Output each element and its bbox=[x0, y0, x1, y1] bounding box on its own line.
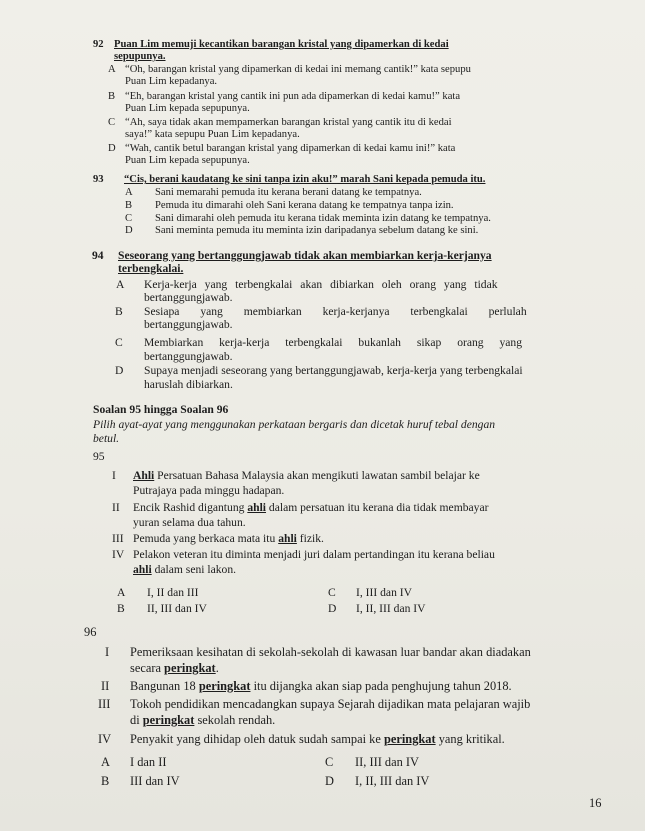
q95-statement-iv-line1: Pelakon veteran itu diminta menjadi juri dalam pertandingan itu kerana beliau bbox=[133, 548, 495, 561]
q96-statement-i-label: I bbox=[105, 645, 110, 659]
q96-statement-iii-pre: di bbox=[130, 713, 143, 727]
q95-option-c-text: I, III dan IV bbox=[356, 586, 413, 599]
q95-number: 95 bbox=[93, 450, 105, 463]
q95-option-c-label[interactable]: C bbox=[328, 586, 336, 599]
q95-keyword-ahli: ahli bbox=[133, 563, 152, 576]
q93-option-a-text: Sani memarahi pemuda itu kerana berani datang ke tempatnya. bbox=[155, 187, 422, 198]
q96-keyword-peringkat: peringkat bbox=[198, 679, 251, 693]
q93-option-b-label[interactable]: B bbox=[125, 200, 133, 211]
q95-statement-iii-pre: Pemuda yang berkaca mata itu bbox=[133, 532, 279, 545]
q96-statement-i-line2 bbox=[130, 662, 219, 676]
q94-option-c-line1: Membiarkan kerja-kerja terbengkalai bukanlah sikap orang yang bbox=[144, 336, 523, 349]
q94-option-d-line1: Supaya menjadi seseorang yang bertanggungjawab, kerja-kerja yang terbengkalai bbox=[144, 364, 523, 377]
q96-statement-iii-post: sekolah rendah. bbox=[194, 713, 276, 727]
q95-option-d-text: I, II, III dan IV bbox=[356, 602, 426, 615]
q94-option-c-line2: bertanggungjawab. bbox=[144, 350, 233, 363]
q94-option-d-line2: haruslah dibiarkan. bbox=[144, 378, 233, 391]
q96-statement-iv-label: IV bbox=[98, 732, 112, 746]
q96-statement-iii-label: III bbox=[98, 697, 111, 711]
q95-option-b-text: II, III dan IV bbox=[147, 602, 207, 615]
q96-statement-ii-line1 bbox=[130, 680, 512, 694]
q95-keyword-ahli: ahli bbox=[278, 532, 297, 545]
q96-statement-ii-label: II bbox=[101, 679, 110, 693]
q92-option-a-line1: “Oh, barangan kristal yang dipamerkan di kedai ini memang cantik!” kata sepupu bbox=[125, 64, 471, 75]
q95-statement-ii-pre: Encik Rashid digantung bbox=[133, 501, 248, 514]
q96-statement-iii-line1: Tokoh pendidikan mencadangkan supaya Sejarah dijadikan mata pelajaran wajib bbox=[130, 697, 531, 711]
q93-option-d-text: Sani meminta pemuda itu meminta izin daripadanya sebelum datang ke sini. bbox=[155, 225, 479, 236]
q96-statement-ii-pre: Bangunan 18 bbox=[130, 679, 199, 693]
q95-statement-iii-post: fizik. bbox=[296, 532, 324, 545]
q93-option-c-text: Sani dimarahi oleh pemuda itu kerana tidak meminta izin datang ke tempatnya. bbox=[155, 213, 491, 224]
q92-option-d-label[interactable]: D bbox=[108, 143, 116, 154]
q95-statement-iii-line1 bbox=[133, 533, 324, 546]
q94-option-a-line2: bertanggungjawab. bbox=[144, 291, 233, 304]
q93-stem: “Cis, berani kaudatang ke sini tanpa izin aku!” marah Sani kepada pemuda itu. bbox=[124, 174, 486, 185]
q94-option-a-line1: Kerja-kerja yang terbengkalai akan dibiarkan oleh orang yang tidak bbox=[144, 278, 498, 291]
q95-statement-iv-line2 bbox=[133, 564, 236, 577]
q96-option-d-label[interactable]: D bbox=[325, 774, 334, 788]
q96-option-a-text: I dan II bbox=[130, 755, 167, 769]
q92-option-c-line1: “Ah, saya tidak akan mempamerkan barangan kristal yang cantik itu di kedai bbox=[125, 117, 452, 128]
section-instruction-line1: Pilih ayat-ayat yang menggunakan perkataan bergaris dan dicetak huruf tebal dengan bbox=[93, 418, 496, 431]
q92-option-c-line2: saya!” kata sepupu Puan Lim kepadanya. bbox=[125, 129, 300, 140]
q96-option-d-text: I, II, III dan IV bbox=[355, 774, 430, 788]
q92-option-d-line2: Puan Lim kepada sepupunya. bbox=[125, 155, 250, 166]
q96-option-c-label[interactable]: C bbox=[325, 755, 334, 769]
q96-option-b-text: III dan IV bbox=[130, 774, 180, 788]
q93-number: 93 bbox=[93, 174, 104, 185]
q96-statement-i-post: . bbox=[215, 661, 219, 675]
q94-stem-line2: terbengkalai. bbox=[118, 262, 184, 275]
q95-statement-ii-label: II bbox=[112, 501, 120, 514]
q95-statement-i-line1 bbox=[133, 470, 480, 483]
q93-option-b-text: Pemuda itu dimarahi oleh Sani kerana datang ke tempatnya tanpa izin. bbox=[155, 200, 454, 211]
page-number: 16 bbox=[589, 796, 602, 810]
q96-statement-i-line1: Pemeriksaan kesihatan di sekolah-sekolah di kawasan luar bandar akan diadakan bbox=[130, 645, 531, 659]
q94-option-a-label[interactable]: A bbox=[116, 278, 125, 291]
q93-option-c-label[interactable]: C bbox=[125, 213, 133, 224]
q96-keyword-peringkat: peringkat bbox=[164, 661, 216, 675]
q92-option-a-label[interactable]: A bbox=[108, 64, 116, 75]
q92-stem-line1: Puan Lim memuji kecantikan barangan kristal yang dipamerkan di kedai bbox=[114, 39, 449, 50]
q95-statement-ii-post: dalam persatuan itu kerana dia tidak membayar bbox=[266, 501, 489, 514]
q95-option-b-label[interactable]: B bbox=[117, 602, 125, 615]
q94-number: 94 bbox=[92, 249, 104, 262]
q94-option-c-label[interactable]: C bbox=[115, 336, 123, 349]
q92-option-c-label[interactable]: C bbox=[108, 117, 116, 128]
q96-keyword-peringkat: peringkat bbox=[383, 732, 436, 746]
q95-statement-iii-label: III bbox=[112, 532, 124, 545]
section-instruction-line2: betul. bbox=[93, 432, 120, 445]
q96-option-c-text: II, III dan IV bbox=[355, 755, 419, 769]
q95-statement-i-line2: Putrajaya pada minggu hadapan. bbox=[133, 484, 285, 497]
q94-stem-line1: Seseorang yang bertanggungjawab tidak akan membiarkan kerja-kerjanya bbox=[118, 249, 492, 262]
q93-option-d-label[interactable]: D bbox=[125, 225, 133, 236]
q95-option-a-text: I, II dan III bbox=[147, 586, 199, 599]
q92-option-b-label[interactable]: B bbox=[108, 91, 116, 102]
q96-option-a-label[interactable]: A bbox=[101, 755, 110, 769]
q92-option-d-line1: “Wah, cantik betul barangan kristal yang dipamerkan di kedai kamu ini!” kata bbox=[125, 143, 456, 154]
q95-option-d-label[interactable]: D bbox=[328, 602, 337, 615]
q92-stem-line2: sepupunya. bbox=[114, 51, 166, 62]
q96-statement-iv-line1 bbox=[130, 733, 505, 747]
q95-statement-ii-line2: yuran selama dua tahun. bbox=[133, 516, 246, 529]
q95-statement-i-text: Persatuan Bahasa Malaysia akan mengikuti lawatan sambil belajar ke bbox=[154, 469, 480, 482]
q95-statement-i-label: I bbox=[112, 469, 116, 482]
q95-keyword-ahli: Ahli bbox=[133, 469, 155, 482]
q92-option-b-line2: Puan Lim kepada sepupunya. bbox=[125, 103, 250, 114]
q96-number: 96 bbox=[84, 625, 97, 639]
q94-option-b-line1: Sesiapa yang membiarkan kerja-kerjanya terbengkalai perlulah bbox=[144, 305, 527, 318]
q95-statement-iv-post: dalam seni lakon. bbox=[151, 563, 237, 576]
q96-statement-ii-post: itu dijangka akan siap pada penghujung tahun 2018. bbox=[250, 679, 512, 693]
q96-statement-iii-line2 bbox=[130, 714, 275, 728]
q93-option-a-label[interactable]: A bbox=[125, 187, 133, 198]
q96-statement-iv-pre: Penyakit yang dihidap oleh datuk sudah sampai ke bbox=[130, 732, 384, 746]
q94-option-b-line2: bertanggungjawab. bbox=[144, 318, 233, 331]
q92-number: 92 bbox=[93, 39, 104, 50]
q96-option-b-label[interactable]: B bbox=[101, 774, 110, 788]
section-title: Soalan 95 hingga Soalan 96 bbox=[93, 403, 229, 416]
q96-statement-iv-post: yang kritikal. bbox=[435, 732, 505, 746]
q96-statement-i-pre: secara bbox=[130, 661, 165, 675]
q94-option-b-label[interactable]: B bbox=[115, 305, 123, 318]
q92-option-b-line1: “Eh, barangan kristal yang cantik ini pun ada dipamerkan di kedai kamu!” kata bbox=[125, 91, 461, 102]
q95-option-a-label[interactable]: A bbox=[117, 586, 126, 599]
q95-keyword-ahli: ahli bbox=[247, 501, 267, 514]
q94-option-d-label[interactable]: D bbox=[115, 364, 124, 377]
q92-option-a-line2: Puan Lim kepadanya. bbox=[125, 76, 218, 87]
q95-statement-iv-label: IV bbox=[112, 548, 125, 561]
q95-statement-ii-line1 bbox=[133, 502, 488, 515]
q96-keyword-peringkat: peringkat bbox=[142, 713, 195, 727]
